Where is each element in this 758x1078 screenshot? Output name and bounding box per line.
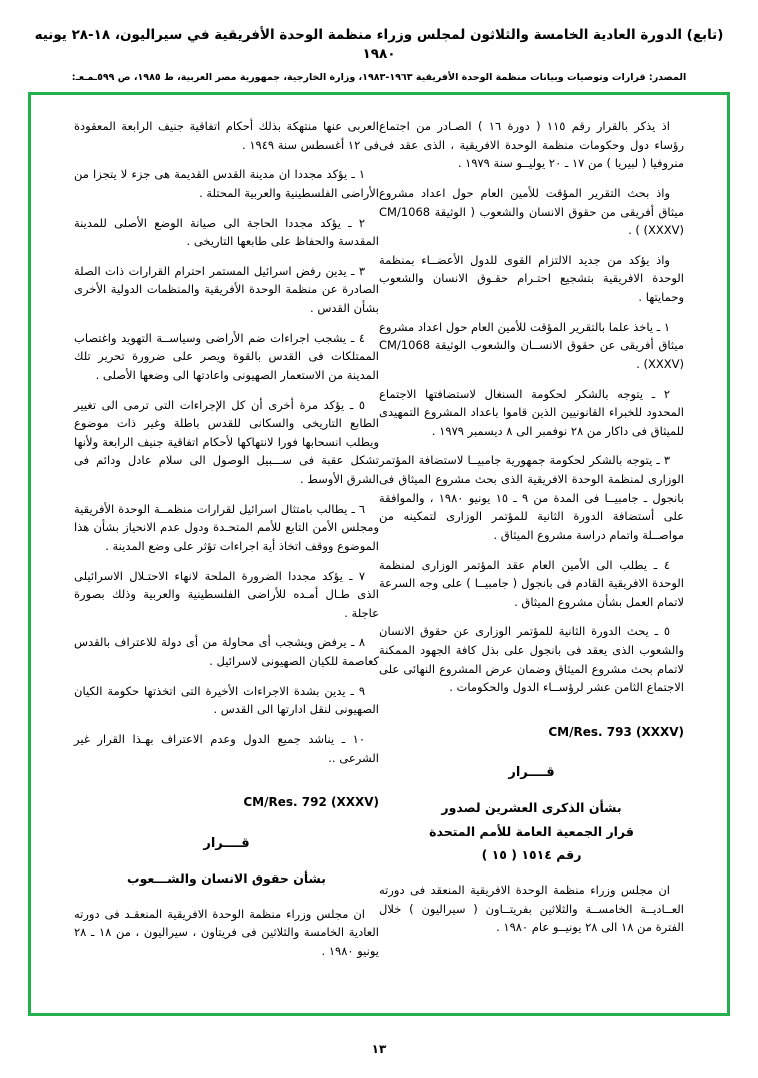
paragraph: ٧ ـ يؤكد مجددا الضرورة الملحة لانهاء الاحتـلال الاسرائيلى الذى طـال أمـده للأراضى الفلسطينية والعربية وذلك بصورة عاجلة .	[74, 568, 379, 620]
paragraph: ٥ ـ يحث الدورة الثانية للمؤتمر الوزارى عن حقوق الانسان والشعوب الذى يعقد فى بانجول على بذل كافة الجهود الممكنة لاتمام بحث مشروع الميثاق وضمان عرض المشروع النهائى على الاجتماع الثامن عشر لرؤســاء الدول والحكومات .	[379, 624, 684, 695]
paragraph: العربى عنها منتهكة بذلك أحكام اتفاقية جنيف الرابعة المعقودة فى ١٢ أغسطس سنة ١٩٤٩ .	[74, 119, 379, 152]
two-column-layout	[31, 95, 727, 1013]
paragraph: ١٠ ـ يناشد جميع الدول وعدم الاعتراف بهـذا القرار غير الشرعى ..	[74, 731, 379, 765]
paragraph: ١ ـ ياخذ علما بالتقرير المؤقت للأمين العام حول اعداد مشروع ميثاق أفريقى عن حقوق الانســان والشعوب الوثيقة CM/1068 (XXXV) .	[379, 319, 684, 371]
header-title: (تابع) الدورة العادية الخامسة والثلاثون لمجلس وزراء منظمة الوحدة الأفريقية في سيراليون، ١٨-٢٨ يونيه ١٩٨٠	[34, 27, 724, 62]
paragraph: ٢ ـ يتوجه بالشكر لحكومة السنغال لاستضافتها الاجتماع المحدود للخبراء القانونيين الذين قاموا باعداد المشروع التمهيدى للميثاق فى داكار من ٢٨ نوفمبر الى ٨ ديسمبر ١٩٧٩ .	[379, 386, 684, 438]
content-frame	[28, 92, 730, 1016]
paragraph: ٨ ـ يرفض ويشجب أى محاولة من أى دولة للاعتراف بالقدس كعاصمة للكيان الصهيونى لاسرائيل .	[74, 635, 379, 668]
resolution-id: CM/Res. 792 (XXXV)	[243, 795, 379, 810]
decision-subject-line: بشأن الذكرى العشرين لصدور	[441, 800, 622, 816]
column-left	[379, 117, 701, 997]
paragraph: ٦ ـ يطالب بامتثال اسرائيل لقرارات منظمــة الوحدة الأفريقية ومجلس الأمن التابع للأمم المتحـدة ودول عدم الانحياز بشأن هذا الموضوع ووقف اتخاذ أية اجراءات تؤثر على وضع المدينة .	[74, 501, 379, 553]
resolution-id: CM/Res. 793 (XXXV)	[548, 724, 684, 739]
page-number: ١٣	[371, 1042, 387, 1056]
decision-subject	[74, 868, 379, 889]
decision-heading: قــــرار	[203, 835, 250, 851]
paragraph: ٣ ـ يتوجه بالشكر لحكومة جمهورية جامبيــا لاستضافة المؤتمر الوزارى لمنظمة الوحدة الافريقية الذى بحث مشروع الميثاق فى بانجول ـ جامبيــا فى المدة من ٩ ـ ١٥ يونيو ١٩٨٠ ، والموافقة على أستضافة الدورة الثانية للمؤتمر الوزارى لتمكينه من مواصــلة واتمام دراسة مشروع الميثاق .	[379, 453, 684, 542]
closing-paragraph: ان مجلس وزراء منظمة الوحدة الافريقية المنعقد فى دورته العــاديــة الخامســة والثلاثين بفريتــاون ( سيراليون ) خلال الفترة من ١٨ الى ٢٨ يونيــو عام ١٩٨٠ .	[379, 883, 684, 935]
decision-heading: قــــرار	[508, 765, 555, 781]
paragraph: ٢ ـ يؤكد مجددا الحاجة الى صيانة الوضع الأصلى للمدينة المقدسة والحفاظ على طابعها التاريخى .	[74, 215, 379, 249]
closing-paragraph: ان مجلس وزراء منظمة الوحدة الافريقية المنعقـد فى دورته العادية الخامسة والثلاثين فى فريتاون ، سيراليون ، من ١٨ ـ ٢٨ يونيو ١٩٨٠ .	[74, 906, 379, 959]
decision-subject-line: بشأن حقوق الانسان والشـــعوب	[127, 870, 326, 886]
paragraph: ٤ ـ يطلب الى الأمين العام عقد المؤتمر الوزارى لمنظمة الوحدة الافريقية القادم فى بانجول ( جامبيــا ) على وجه السرعة لاتمام العمل بشأن مشروع الميثاق .	[379, 557, 684, 609]
paragraph: واذ بحث التقرير المؤقت للأمين العام حول اعداد مشروع ميثاق أفريقى من حقوق الانسان والشعوب ( الوثيقة CM/1068 (XXXV) ) .	[379, 185, 684, 238]
decision-subject-line: رقم ١٥١٤ ( ١٥ )	[481, 846, 582, 862]
header-source: المصدر: قرارات وتوصيات وبيانات منظمة الوحدة الأفريقية ١٩٦٣-١٩٨٣، وزارة الخارجية، جمهورية مصر العربية، ط ١٩٨٥، ص ٥٩٩ـمـعـ:	[71, 71, 687, 83]
paragraph: ٥ ـ يؤكد مرة أخرى أن كل الإجراءات التى ترمى الى تغيير الطابع التاريخى والسكانى للقدس باطلة وغير ذات موضوع ويطلب انسحابها فورا لانتهاكها لأحكام اتفاقية جنيف الرابعة ولأنها تشكل عقبة فى ســـبيل الوصول الى سلام عادل ودائم فى الشرق الأوسط .	[74, 397, 379, 486]
paragraph: ٣ ـ يدين رفض اسرائيل المستمر احترام القرارات ذات الصلة الصادرة عن منظمة الوحدة الأفريقية والمنظمات الدولية الأخرى بشأن القدس .	[74, 263, 379, 315]
decision-subject-line: قرار الجمعية العامة للأمم المتحدة	[429, 823, 634, 839]
decision-subject	[379, 797, 684, 865]
paragraph: ١ ـ يؤكد مجددا ان مدينة القدس القديمة هى جزء لا يتجزا من الأراضى الفلسطينية والعربية المحتلة .	[74, 167, 379, 200]
paragraph: ٩ ـ يدين بشدة الاجراءات الأخيرة التى اتخذتها حكومة الكيان الصهيونى لنقل ادارتها الى القدس .	[74, 683, 379, 717]
paragraph: ٤ ـ يشجب اجراءات ضم الأراضى وسياســة التهويد واغتصاب الممتلكات فى القدس بالقوة ويصر على ضرورة تحرير تلك المدينة من الاستعمار الصهيونى واعادتها الى وضعها الأصلى .	[74, 330, 379, 382]
column-right	[57, 117, 379, 997]
page-header	[0, 0, 758, 84]
paragraph: واذ يؤكد من جديد الالتزام القوى للدول الأعضــاء بمنظمة الوحدة الافريقية بتشجيع احتـرام حقـوق الانسان والشعوب وحمايتها .	[379, 252, 684, 304]
paragraph: اذ يذكر بالقرار رقم ١١٥ ( دورة ١٦ ) الصـادر من اجتماع رؤساء دول وحكومات منظمة الوحدة الافريقية ، الذى عقد فى منروفيا ( لبيريا ) من ١٧ ـ ٢٠ يوليــو سنة ١٩٧٩ .	[379, 119, 684, 171]
